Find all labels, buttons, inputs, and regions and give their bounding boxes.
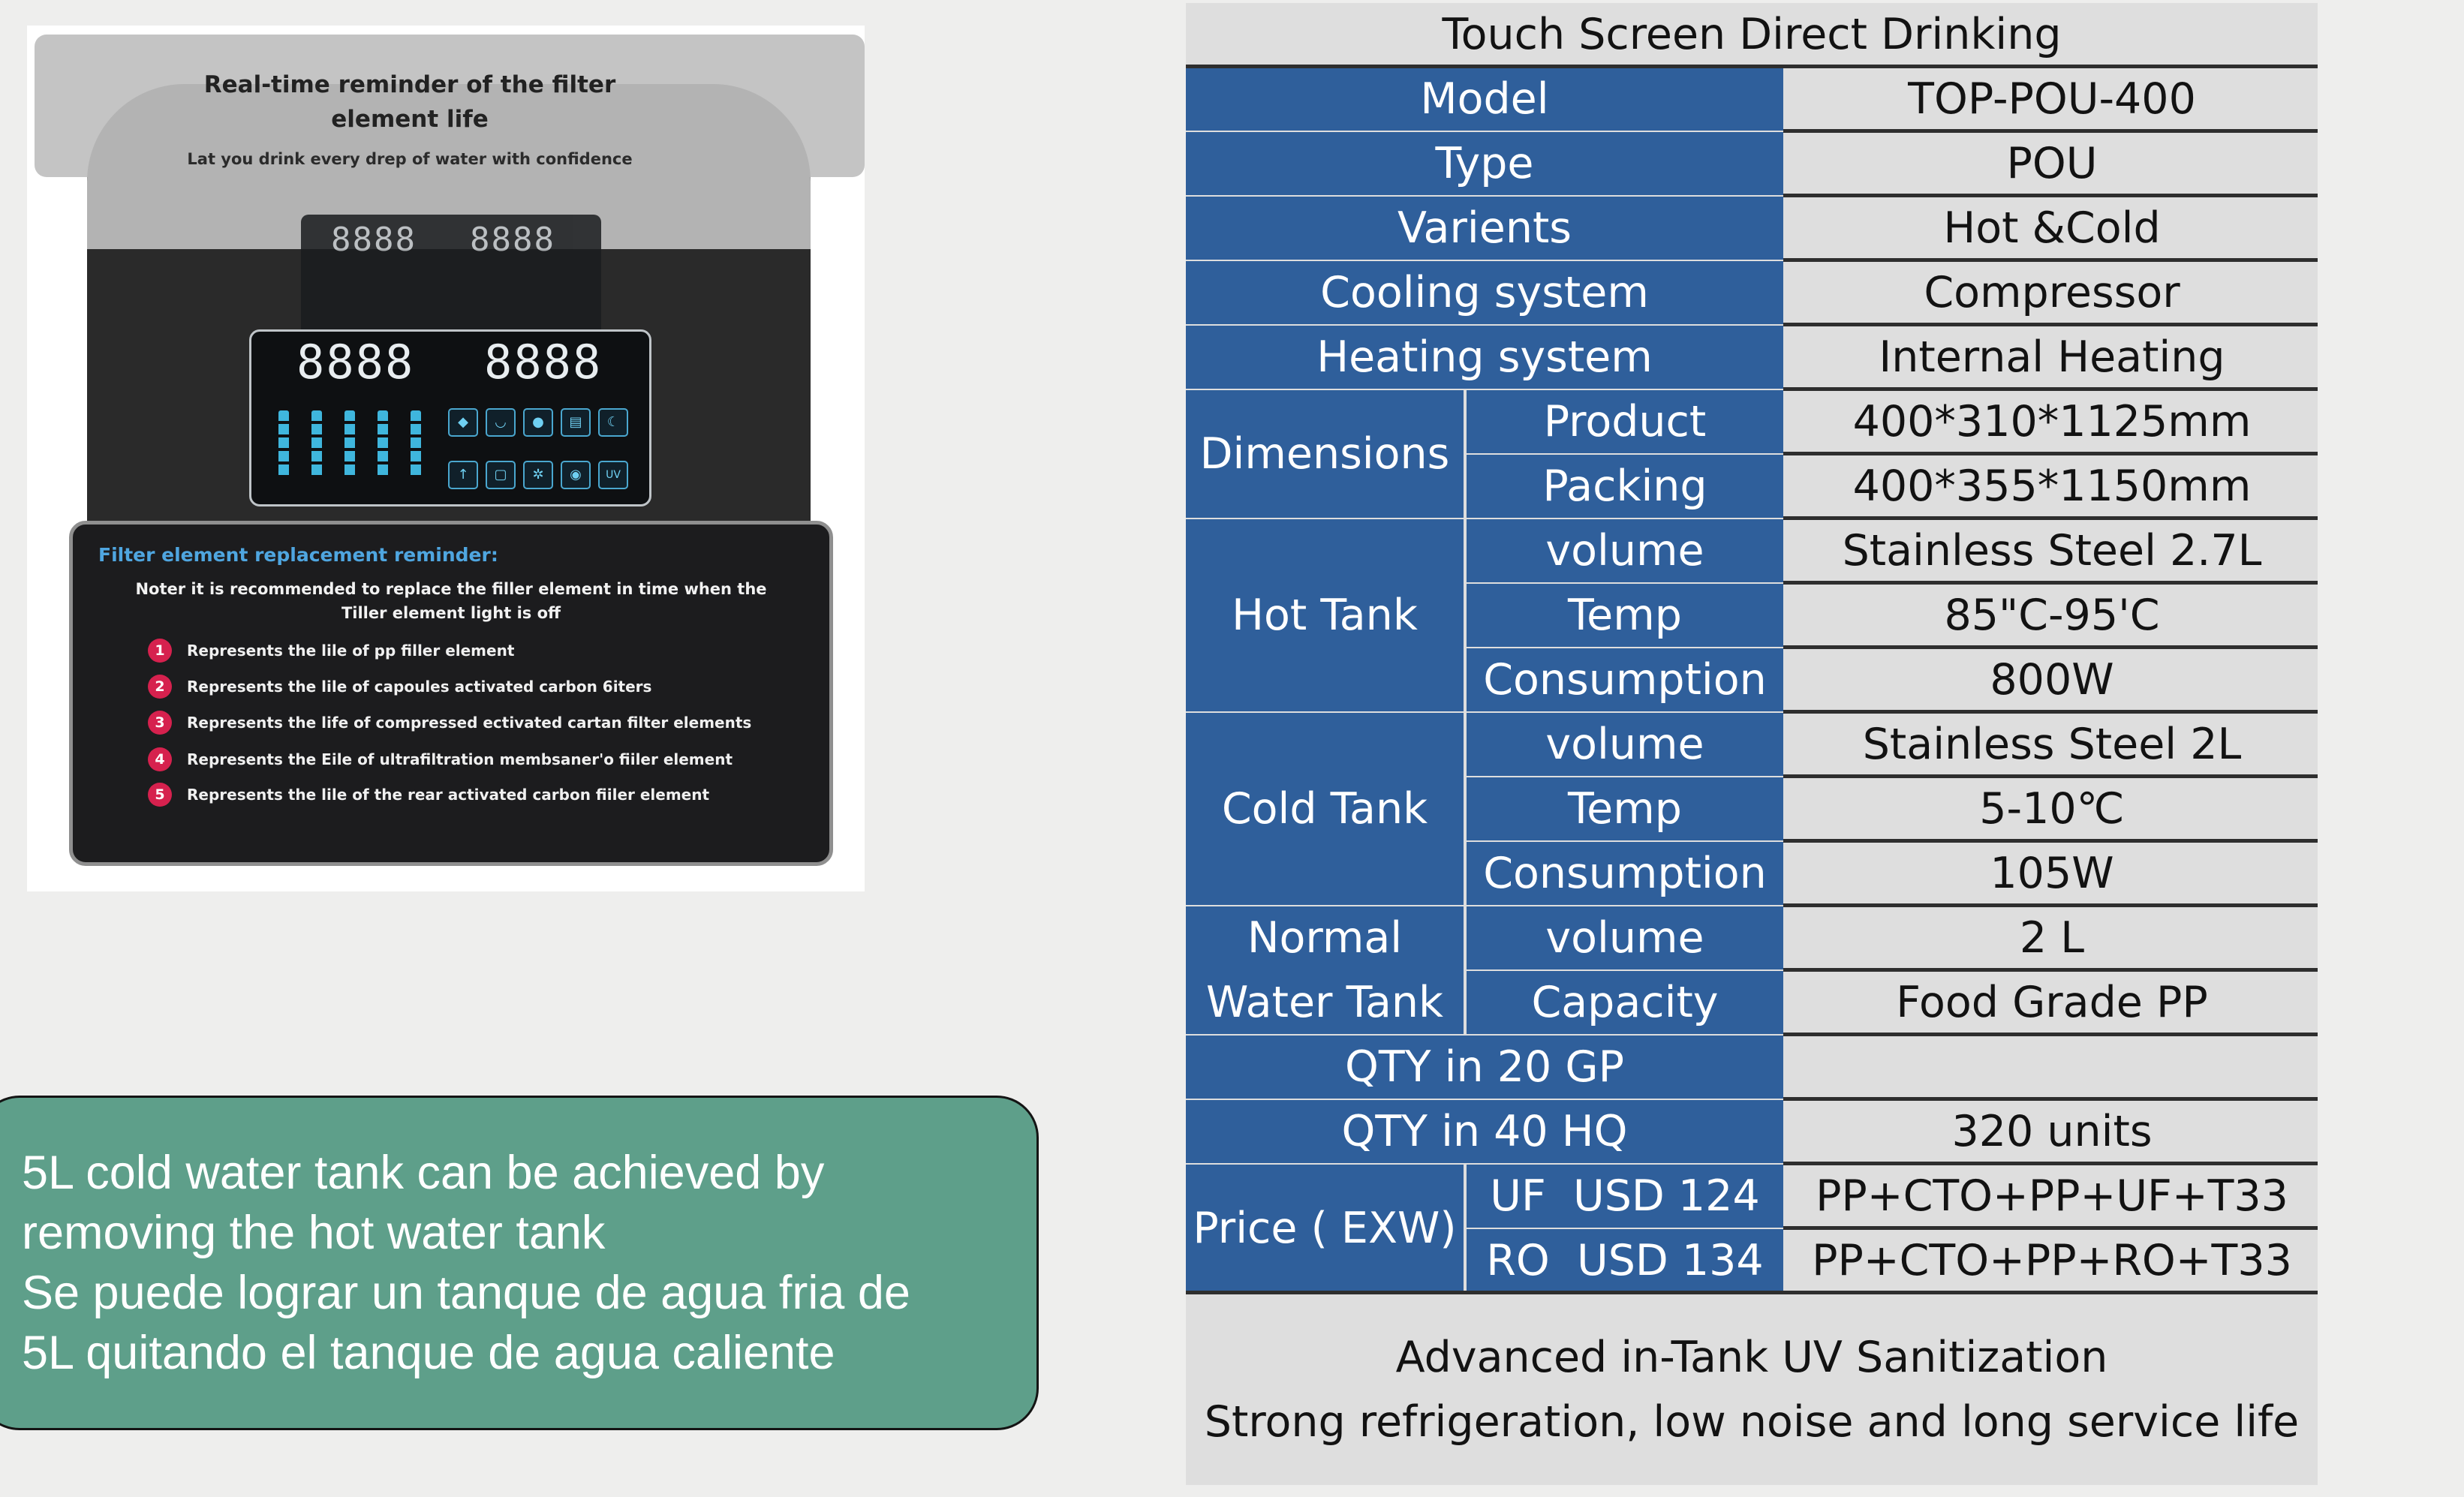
label-dimensions: Dimensions <box>1186 390 1464 518</box>
filter-life-bar-5 <box>411 410 421 478</box>
row-divider <box>1783 968 2318 972</box>
reminder-note <box>98 577 804 625</box>
number-badge: 3 <box>148 711 172 735</box>
label-hot-consumption: Consumption <box>1467 648 1783 711</box>
list-item-text: Represents the lile of the rear activated carbon fiiler element <box>187 786 710 804</box>
value-hot-consumption: 800W <box>1786 648 2318 711</box>
label-cooling: Cooling system <box>1186 261 1783 324</box>
number-badge: 4 <box>148 747 172 771</box>
row-divider <box>1783 516 2318 520</box>
value-price-uf: PP+CTO+PP+UF+T33 <box>1786 1165 2318 1228</box>
row-divider <box>1783 258 2318 262</box>
label-normal-volume: volume <box>1467 906 1783 969</box>
number-badge: 1 <box>148 639 172 663</box>
list-item <box>148 673 651 700</box>
row-divider <box>1783 839 2318 843</box>
label-qty-20gp: QTY in 20 GP <box>1186 1036 1783 1099</box>
list-item-text: Represents the lile of capoules activated carbon 6iters <box>187 678 652 696</box>
filter-life-bar-3 <box>344 410 355 478</box>
rear-digits-right: 8888 <box>470 221 555 259</box>
label-cold-tank: Cold Tank <box>1186 713 1464 905</box>
label-qty-40hq: QTY in 40 HQ <box>1186 1100 1783 1163</box>
uv-icon[interactable]: UV <box>598 461 628 489</box>
display-digits-left: 8888 <box>296 335 415 389</box>
value-cold-volume: Stainless Steel 2L <box>1786 713 2318 776</box>
spec-table <box>1186 3 2318 1485</box>
label-hot-temp: Temp <box>1467 584 1783 647</box>
row-divider <box>1783 1033 2318 1036</box>
footer-line-2: Strong refrigeration, low noise and long service life <box>1186 1390 2318 1454</box>
display-digits-right: 8888 <box>484 335 603 389</box>
label-normal-tank-line2: Water Tank <box>1205 978 1444 1027</box>
note-line-1: 5L cold water tank can be achieved by <box>22 1147 825 1199</box>
list-item-text: Represents the Eile of ultrafiltration membsaner'o fiiler element <box>187 750 733 768</box>
label-price-uf: UF USD 124 <box>1467 1165 1783 1228</box>
row-divider <box>1186 65 2318 68</box>
row-divider <box>1783 645 2318 649</box>
label-type: Type <box>1186 132 1783 195</box>
value-hot-temp: 85"C-95'C <box>1786 584 2318 647</box>
card-title-line2: element life <box>331 106 489 133</box>
label-cold-consumption: Consumption <box>1467 842 1783 905</box>
value-hot-volume: Stainless Steel 2.7L <box>1786 519 2318 582</box>
list-item <box>148 637 514 664</box>
value-normal-capacity: Food Grade PP <box>1786 971 2318 1034</box>
list-item <box>148 709 751 736</box>
label-price: Price ( EXW) <box>1186 1165 1464 1292</box>
note-line-3: Se puede lograr un tanque de agua fria de <box>22 1267 910 1319</box>
footer-line-1: Advanced in-Tank UV Sanitization <box>1186 1325 2318 1390</box>
row-divider <box>1783 903 2318 907</box>
label-cold-volume: volume <box>1467 713 1783 776</box>
value-qty-40hq: 320 units <box>1786 1100 2318 1163</box>
card-title <box>200 68 620 137</box>
filter-life-bar-4 <box>378 410 388 478</box>
value-packing: 400*355*1150mm <box>1786 455 2318 518</box>
table-title: Touch Screen Direct Drinking <box>1186 3 2318 66</box>
label-variants: Varients <box>1186 197 1783 260</box>
value-cooling: Compressor <box>1786 261 2318 324</box>
row-divider <box>1783 1097 2318 1101</box>
list-item <box>148 781 709 808</box>
row-divider <box>1783 710 2318 714</box>
label-model: Model <box>1186 68 1783 131</box>
row-divider <box>1783 1226 2318 1230</box>
filter-reminder-box <box>69 521 833 866</box>
touch-display <box>249 329 651 507</box>
up-icon[interactable]: ↑ <box>448 461 478 489</box>
fan-icon[interactable]: ✲ <box>523 461 553 489</box>
card-subtitle: Lat you drink every drep of water with confidence <box>187 150 633 168</box>
value-model: TOP-POU-400 <box>1786 68 2318 131</box>
value-normal-volume: 2 L <box>1786 906 2318 969</box>
value-price-ro: PP+CTO+PP+RO+T33 <box>1786 1229 2318 1292</box>
filter-icon[interactable]: ▤ <box>561 408 591 437</box>
hot-icon[interactable]: ◉ <box>561 461 591 489</box>
drop-icon[interactable]: ◆ <box>448 408 478 437</box>
filter-life-bar-2 <box>311 410 322 478</box>
row-divider <box>1186 1291 2318 1294</box>
cold-tank-note <box>0 1096 1039 1430</box>
row-divider <box>1783 452 2318 455</box>
product-feature-card <box>27 26 865 891</box>
reminder-note-line2: Tiller element light is off <box>341 604 561 622</box>
label-heating: Heating system <box>1186 326 1783 389</box>
value-qty-20gp <box>1786 1036 2318 1099</box>
list-item <box>148 746 733 773</box>
note-line-2: removing the hot water tank <box>22 1207 606 1259</box>
row-divider <box>1783 581 2318 585</box>
row-divider <box>1783 194 2318 197</box>
child-lock-icon[interactable]: ● <box>523 408 553 437</box>
label-normal-tank-line1: Normal <box>1247 913 1403 963</box>
label-price-ro: RO USD 134 <box>1467 1229 1783 1292</box>
reminder-title: Filter element replacement reminder: <box>98 544 498 566</box>
row-divider <box>1783 323 2318 326</box>
number-badge: 2 <box>148 675 172 699</box>
card-title-line1: Real-time reminder of the filter <box>203 71 616 98</box>
value-variants: Hot &Cold <box>1786 197 2318 260</box>
rear-digits-left: 8888 <box>331 221 417 259</box>
label-hot-tank: Hot Tank <box>1186 519 1464 711</box>
value-product: 400*310*1125mm <box>1786 390 2318 453</box>
label-hot-volume: volume <box>1467 519 1783 582</box>
value-cold-consumption: 105W <box>1786 842 2318 905</box>
cup-icon[interactable]: ◡ <box>486 408 516 437</box>
night-icon[interactable]: ☾ <box>598 408 628 437</box>
number-badge: 5 <box>148 783 172 807</box>
row-divider <box>1783 774 2318 778</box>
value-type: POU <box>1786 132 2318 195</box>
bottle-icon[interactable]: ▢ <box>486 461 516 489</box>
row-divider <box>1783 1162 2318 1165</box>
list-item-text: Represents the life of compressed ectivated cartan filter elements <box>187 714 752 732</box>
row-divider <box>1783 387 2318 391</box>
note-line-4: 5L quitando el tanque de agua caliente <box>22 1327 835 1379</box>
row-divider <box>1783 129 2318 133</box>
label-packing: Packing <box>1467 455 1783 518</box>
value-cold-temp: 5-10℃ <box>1786 777 2318 840</box>
value-heating: Internal Heating <box>1786 326 2318 389</box>
label-normal-tank <box>1186 906 1464 1034</box>
label-normal-capacity: Capacity <box>1467 971 1783 1034</box>
filter-life-bar-1 <box>278 410 289 478</box>
label-cold-temp: Temp <box>1467 777 1783 840</box>
list-item-text: Represents the lile of pp filler element <box>187 642 515 660</box>
reminder-note-line1: Noter it is recommended to replace the filler element in time when the <box>135 580 767 598</box>
label-product: Product <box>1467 390 1783 453</box>
